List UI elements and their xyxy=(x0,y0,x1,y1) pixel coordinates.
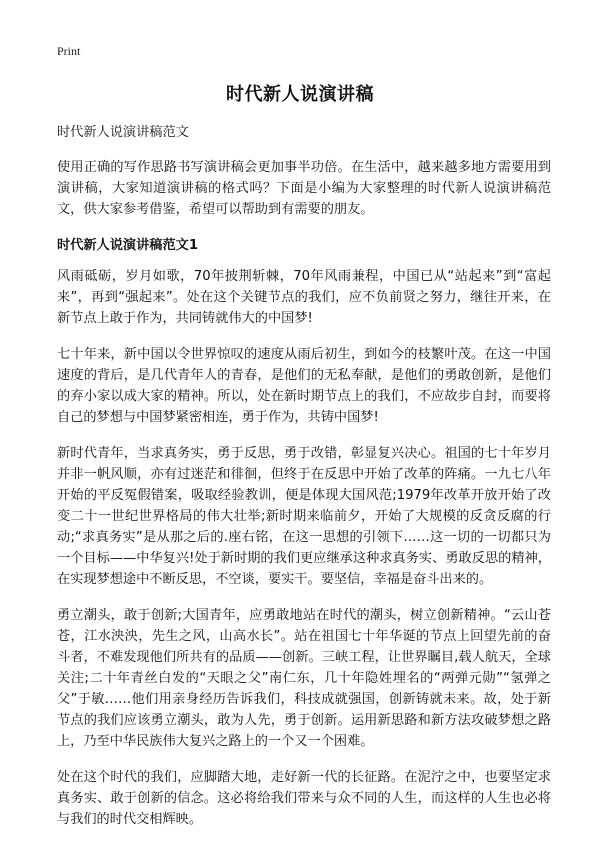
body-paragraph-1: 风雨砥砺，岁月如歌，70年披荆斩棘，70年风雨兼程，中国已从“站起来”到“富起来”，再到“强起来”。处在这个关键节点的我们，应不负前贤之努力，继往开来，在新节点上敢于作为，共同铸就伟大的中国梦! xyxy=(57,269,551,326)
body-paragraph-2: 七十年来，新中国以令世界惊叹的速度从雨后初生，到如今的枝繁叶茂。在这一中国速度的背后，是几代青年人的青春，是他们的无私奉献，是他们的勇敢创新，是他们的弃小家以成大家的精神。所以，处在新时期节点上的我们，不应故步自封，而要将自己的梦想与中国梦紧密相连，勇于作为，共铸中国梦! xyxy=(57,347,551,425)
page-title: 时代新人说演讲稿 xyxy=(226,84,374,105)
body-paragraph-5: 处在这个时代的我们，应脚踏大地，走好新一代的长征路。在泥泞之中，也要坚定求真务实、敢于创新的信念。这必将给我们带来与众不同的人生，而这样的人生也必将与我们的时代交相辉映。 xyxy=(57,770,551,827)
section-heading: 时代新人说演讲稿范文1 xyxy=(57,238,199,253)
body-paragraph-3: 新时代青年，当求真务实，勇于反思，勇于改错，彰显复兴决心。祖国的七十年岁月并非一帆风顺，亦有过迷茫和徘徊，但终于在反思中开始了改革的阵痛。一九七八年开始的平反冤假错案，吸取经验教训，便是体现大国风范;1979年改革开放开始了改变二十一世纪世界格局的伟大壮举;新时期来临前夕，开始了大规模的反贪反腐的行动;“求真务实”是从那之后的.座右铭，在这一思想的引领下……这一切的一切都只为一个目标——中华复兴!处于新时期的我们更应继承这种求真务实、勇敢反思的精神，在实现梦想途中不断反思，不空谈，要实干。要坚信，幸福是奋斗出来的。 xyxy=(57,446,551,587)
document-subtitle: 时代新人说演讲稿范文 xyxy=(57,125,189,140)
intro-paragraph: 使用正确的写作思路书写演讲稿会更加事半功倍。在生活中，越来越多地方需要用到演讲稿，大家知道演讲稿的格式吗？下面是小编为大家整理的时代新人说演讲稿范文，供大家参考借鉴，希望可以帮助到有需要的朋友。 xyxy=(57,160,551,217)
document-body xyxy=(57,122,551,845)
print-label: Print xyxy=(57,44,81,58)
body-paragraph-4: 勇立潮头，敢于创新;大国青年，应勇敢地站在时代的潮头，树立创新精神。“云山苍苍，江水泱泱，先生之风，山高水长”。站在祖国七十年华诞的节点上回望先前的奋斗者，不难发现他们所共有的品质——创新。三峡工程，让世界瞩目,载人航天，全球关注;二十年青丝白发的“天眼之父”南仁东，几十年隐姓埋名的“两弹元勋”“氢弹之父”于敏……他们用亲身经历告诉我们，科技成就强国，创新铸就未来。故，处于新节点的我们应该勇立潮头，敢为人先，勇于创新。运用新思路和新方法攻破梦想之路上，乃至中华民族伟大复兴之路上的一个又一个困难。 xyxy=(57,608,551,749)
